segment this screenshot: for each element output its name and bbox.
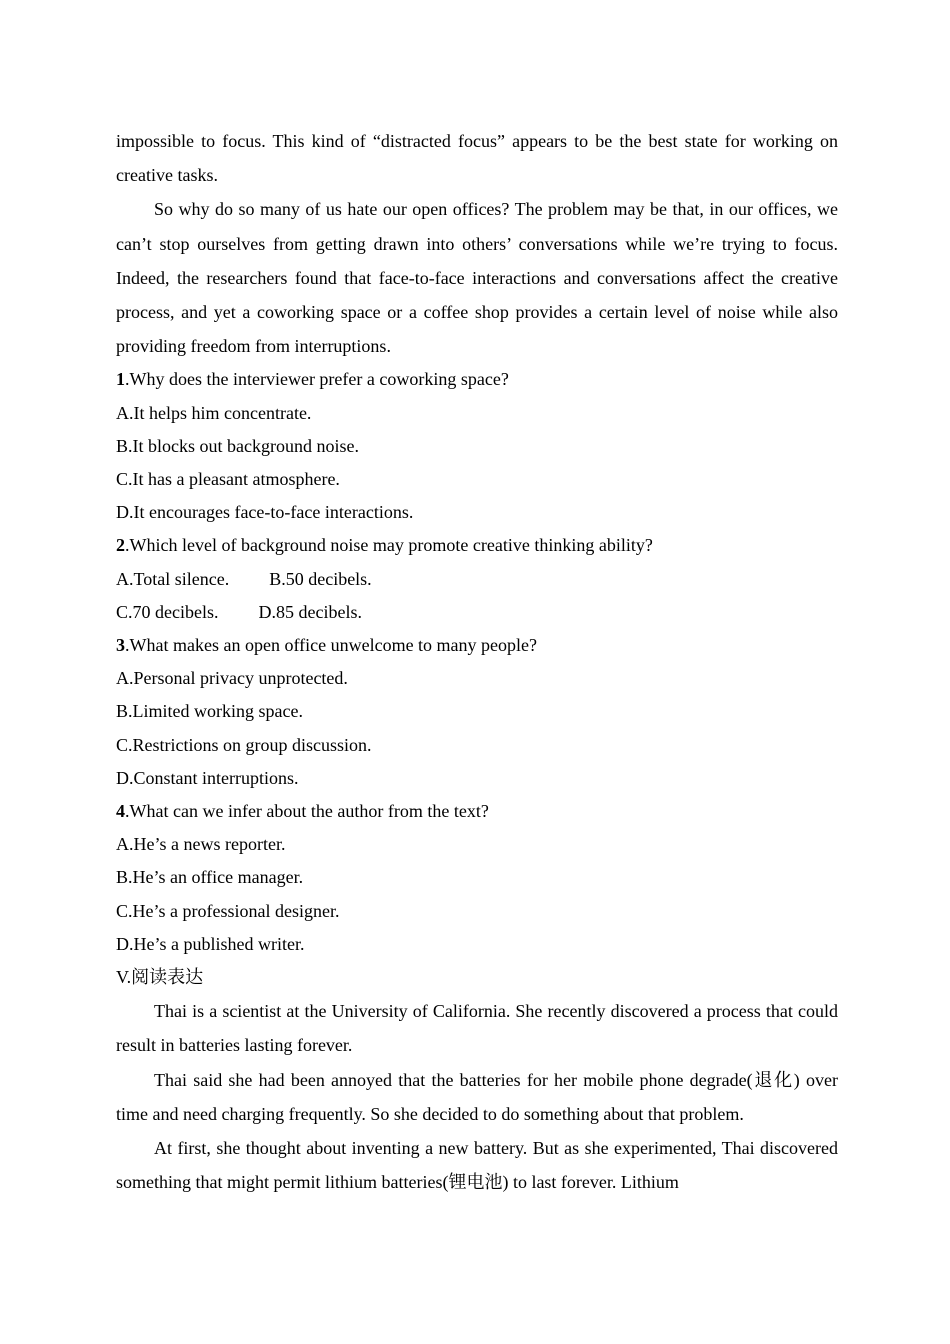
passage-paragraph-1: impossible to focus. This kind of “distracted focus” appears to be the best state for working on creative tasks. (116, 131, 838, 186)
question-2 (116, 529, 838, 562)
question-3 (116, 629, 838, 662)
options-2ab (116, 563, 838, 596)
option-2a: A.Total silence. (116, 568, 230, 589)
section5-paragraph-1: Thai is a scientist at the University of California. She recently discovered a process that could result in batteries lasting forever. (116, 1001, 838, 1056)
option-1b: B.It blocks out background noise. (116, 435, 359, 456)
question-text: .Why does the interviewer prefer a coworking space? (125, 369, 509, 390)
option-4c: C.He’s a professional designer. (116, 900, 340, 921)
option-1a: A.It helps him concentrate. (116, 402, 312, 423)
option-4b: B.He’s an office manager. (116, 867, 304, 888)
option-3a: A.Personal privacy unprotected. (116, 668, 348, 689)
passage-paragraph-2: So why do so many of us hate our open offices? The problem may be that, in our offices, we can’t stop ourselves from getting drawn into others’ conversations while we’re trying to focus. Indeed, the researchers found that face-to-face interactions and conversations affect the creative process, and yet a coworking space or a coffee shop provides a certain level of noise while also providing freedom from interruptions. (116, 199, 838, 357)
option-2c: C.70 decibels. (116, 601, 219, 622)
section5-paragraph-3: At first, she thought about inventing a new battery. But as she experimented, Thai discovered something that might permit lithium batteries(锂电池) to last forever. Lithium (116, 1138, 838, 1193)
question-text: .Which level of background noise may promote creative thinking ability? (125, 535, 653, 556)
question-1 (116, 363, 838, 396)
question-number: 2 (116, 535, 125, 556)
question-number: 1 (116, 369, 125, 390)
option-3b: B.Limited working space. (116, 701, 303, 722)
question-text: .What can we infer about the author from the text? (125, 801, 489, 822)
section-heading: V.阅读表达 (116, 967, 204, 988)
option-2d: D.85 decibels. (258, 601, 362, 622)
option-4a: A.He’s a news reporter. (116, 834, 286, 855)
option-4d: D.He’s a published writer. (116, 933, 305, 954)
question-number: 4 (116, 801, 125, 822)
question-4 (116, 795, 838, 828)
question-text: .What makes an open office unwelcome to many people? (125, 635, 538, 656)
section5-paragraph-2: Thai said she had been annoyed that the batteries for her mobile phone degrade(退化) over time and need charging frequently. So she decided to do something about that problem. (116, 1069, 838, 1124)
option-1c: C.It has a pleasant atmosphere. (116, 469, 340, 490)
question-number: 3 (116, 635, 125, 656)
option-3c: C.Restrictions on group discussion. (116, 734, 372, 755)
options-2cd (116, 596, 838, 629)
option-2b: B.50 decibels. (269, 568, 372, 589)
option-3d: D.Constant interruptions. (116, 767, 299, 788)
option-1d: D.It encourages face-to-face interactions. (116, 502, 414, 523)
document-page (116, 124, 838, 1200)
